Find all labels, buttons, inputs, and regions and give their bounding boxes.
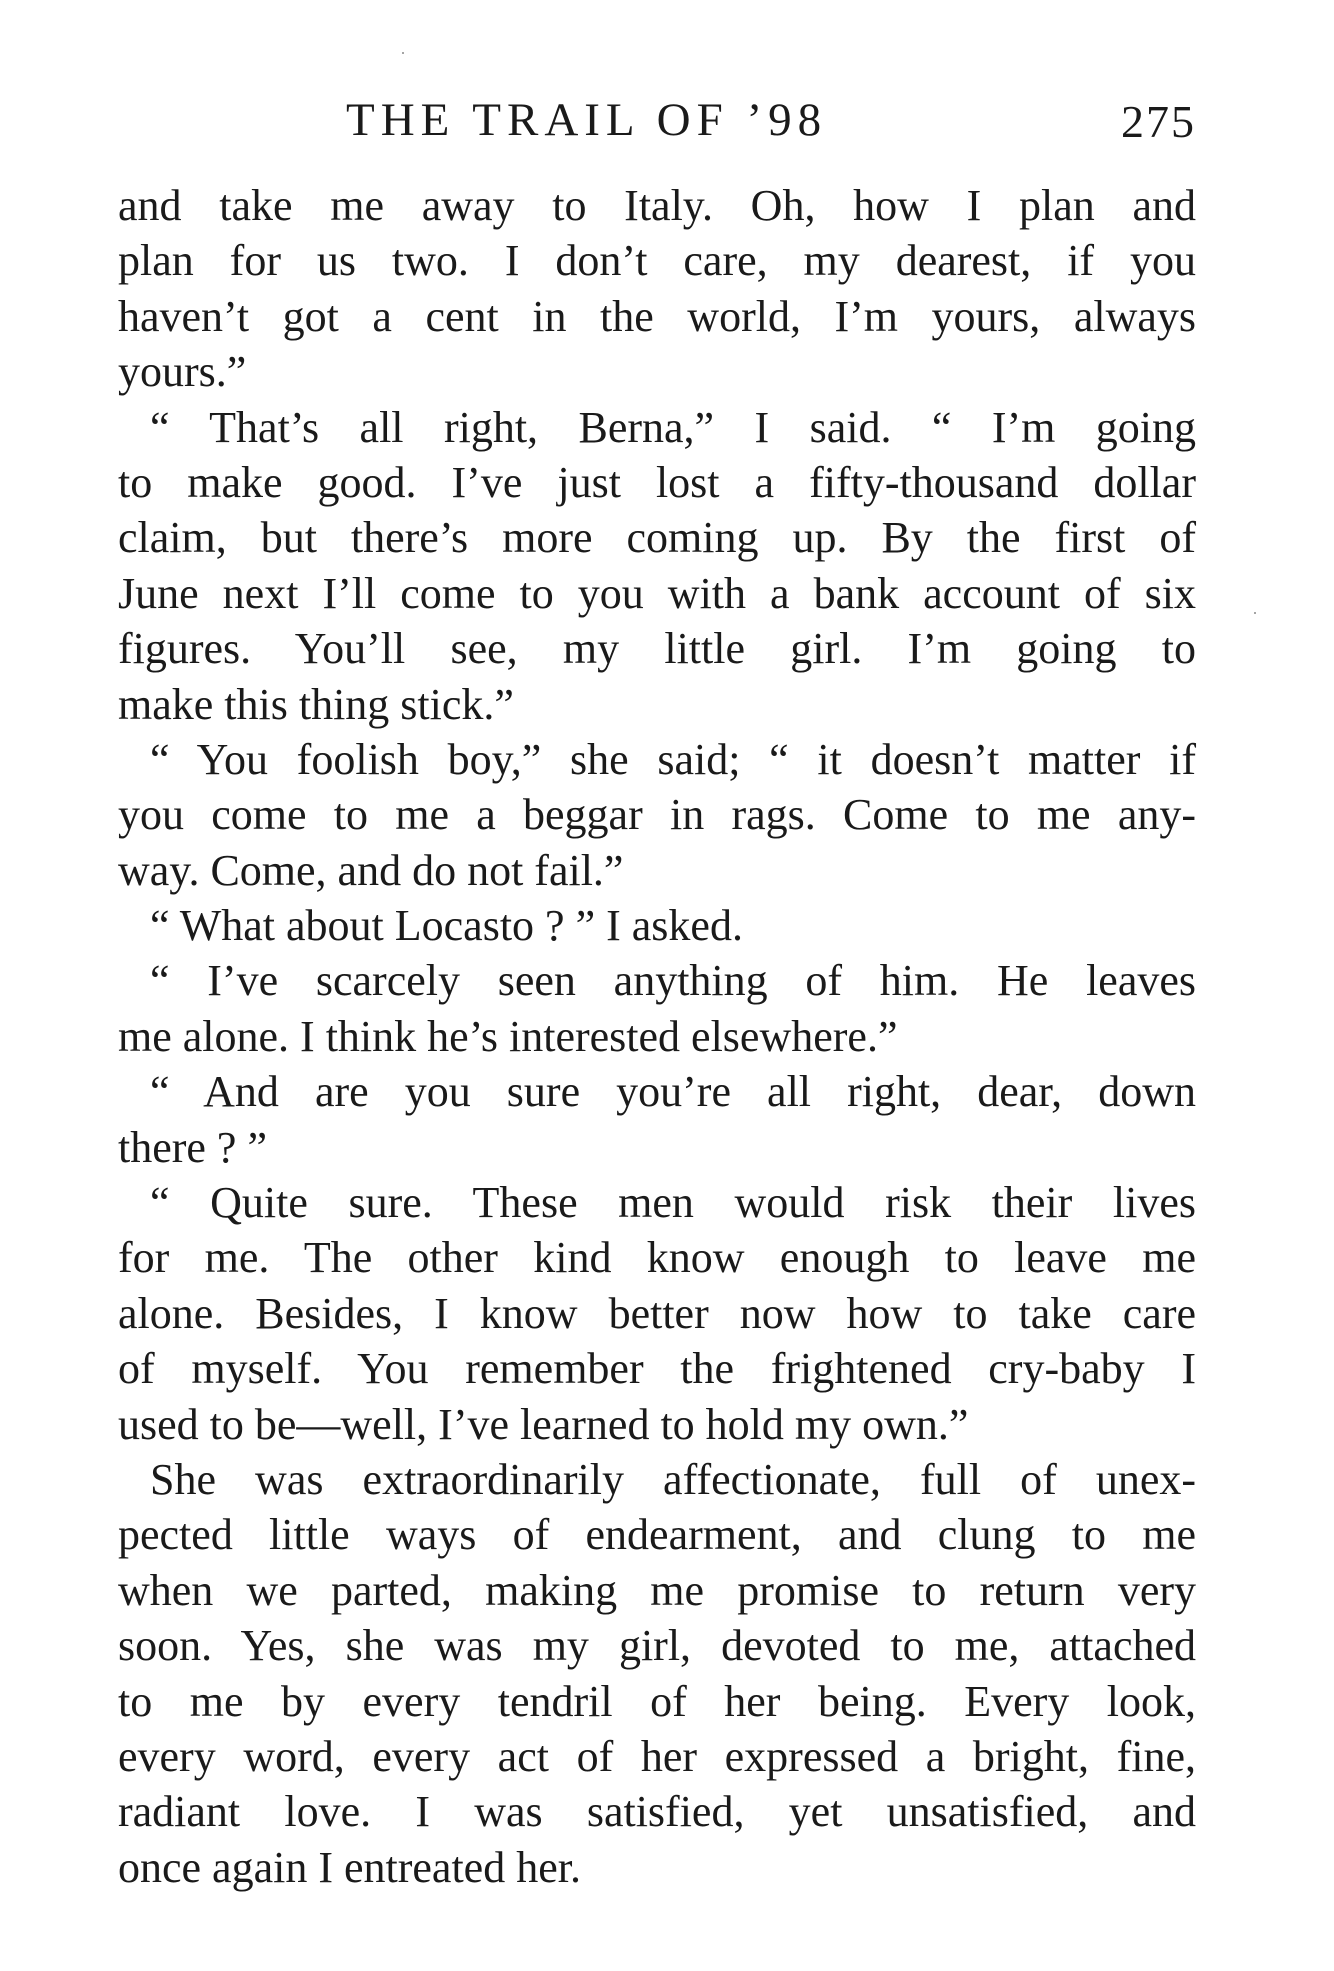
text-line: radiant love. I was satisfied, yet unsatisfied, and [118,1787,1196,1837]
text-line: once again I entreated her. [118,1842,581,1892]
paper-speck [1254,612,1256,614]
paper-speck [402,52,404,54]
text-line: used to be—well, I’ve learned to hold my own.” [118,1399,969,1449]
text-line: “ Quite sure. These men would risk their lives [150,1178,1196,1228]
text-line: there ? ” [118,1122,267,1172]
text-line: alone. Besides, I know better now how to take care [118,1288,1196,1338]
text-line: claim, but there’s more coming up. By the first of [118,513,1196,563]
text-line: soon. Yes, she was my girl, devoted to me, attached [118,1621,1196,1671]
text-line: you come to me a beggar in rags. Come to me any- [118,790,1196,840]
body-text [118,178,1196,1895]
text-line: “ You foolish boy,” she said; “ it doesn’t matter if [150,734,1196,784]
text-line: me alone. I think he’s interested elsewhere.” [118,1011,898,1061]
text-line: every word, every act of her expressed a bright, fine, [118,1731,1196,1781]
text-line: of myself. You remember the frightened cry-baby I [118,1344,1196,1394]
text-line: make this thing stick.” [118,679,514,729]
text-line: yours.” [118,347,247,397]
text-line: way. Come, and do not fail.” [118,845,624,895]
text-line: when we parted, making me promise to return very [118,1565,1196,1615]
text-line: “ That’s all right, Berna,” I said. “ I’m going [150,402,1196,452]
text-line: and take me away to Italy. Oh, how I plan and [118,181,1196,230]
text-line: to make good. I’ve just lost a fifty-thousand dollar [118,457,1196,507]
text-line: She was extraordinarily affectionate, full of unex- [150,1454,1196,1504]
text-line: June next I’ll come to you with a bank account of six [118,568,1196,618]
text-line: for me. The other kind know enough to leave me [118,1233,1196,1283]
text-line: pected little ways of endearment, and clung to me [118,1510,1196,1560]
text-line: “ What about Locasto ? ” I asked. [150,901,743,951]
page-header [118,90,1196,150]
page-number: 275 [1121,96,1196,147]
text-line: to me by every tendril of her being. Every look, [118,1676,1196,1726]
text-line: “ I’ve scarcely seen anything of him. He leaves [150,956,1196,1006]
text-line: “ And are you sure you’re all right, dear, down [150,1067,1196,1117]
text-line: haven’t got a cent in the world, I’m yours, always [118,291,1196,341]
text-line: plan for us two. I don’t care, my dearest, if you [118,236,1196,286]
running-title: THE TRAIL OF ’98 [346,94,828,146]
text-line: figures. You’ll see, my little girl. I’m going to [118,624,1196,674]
